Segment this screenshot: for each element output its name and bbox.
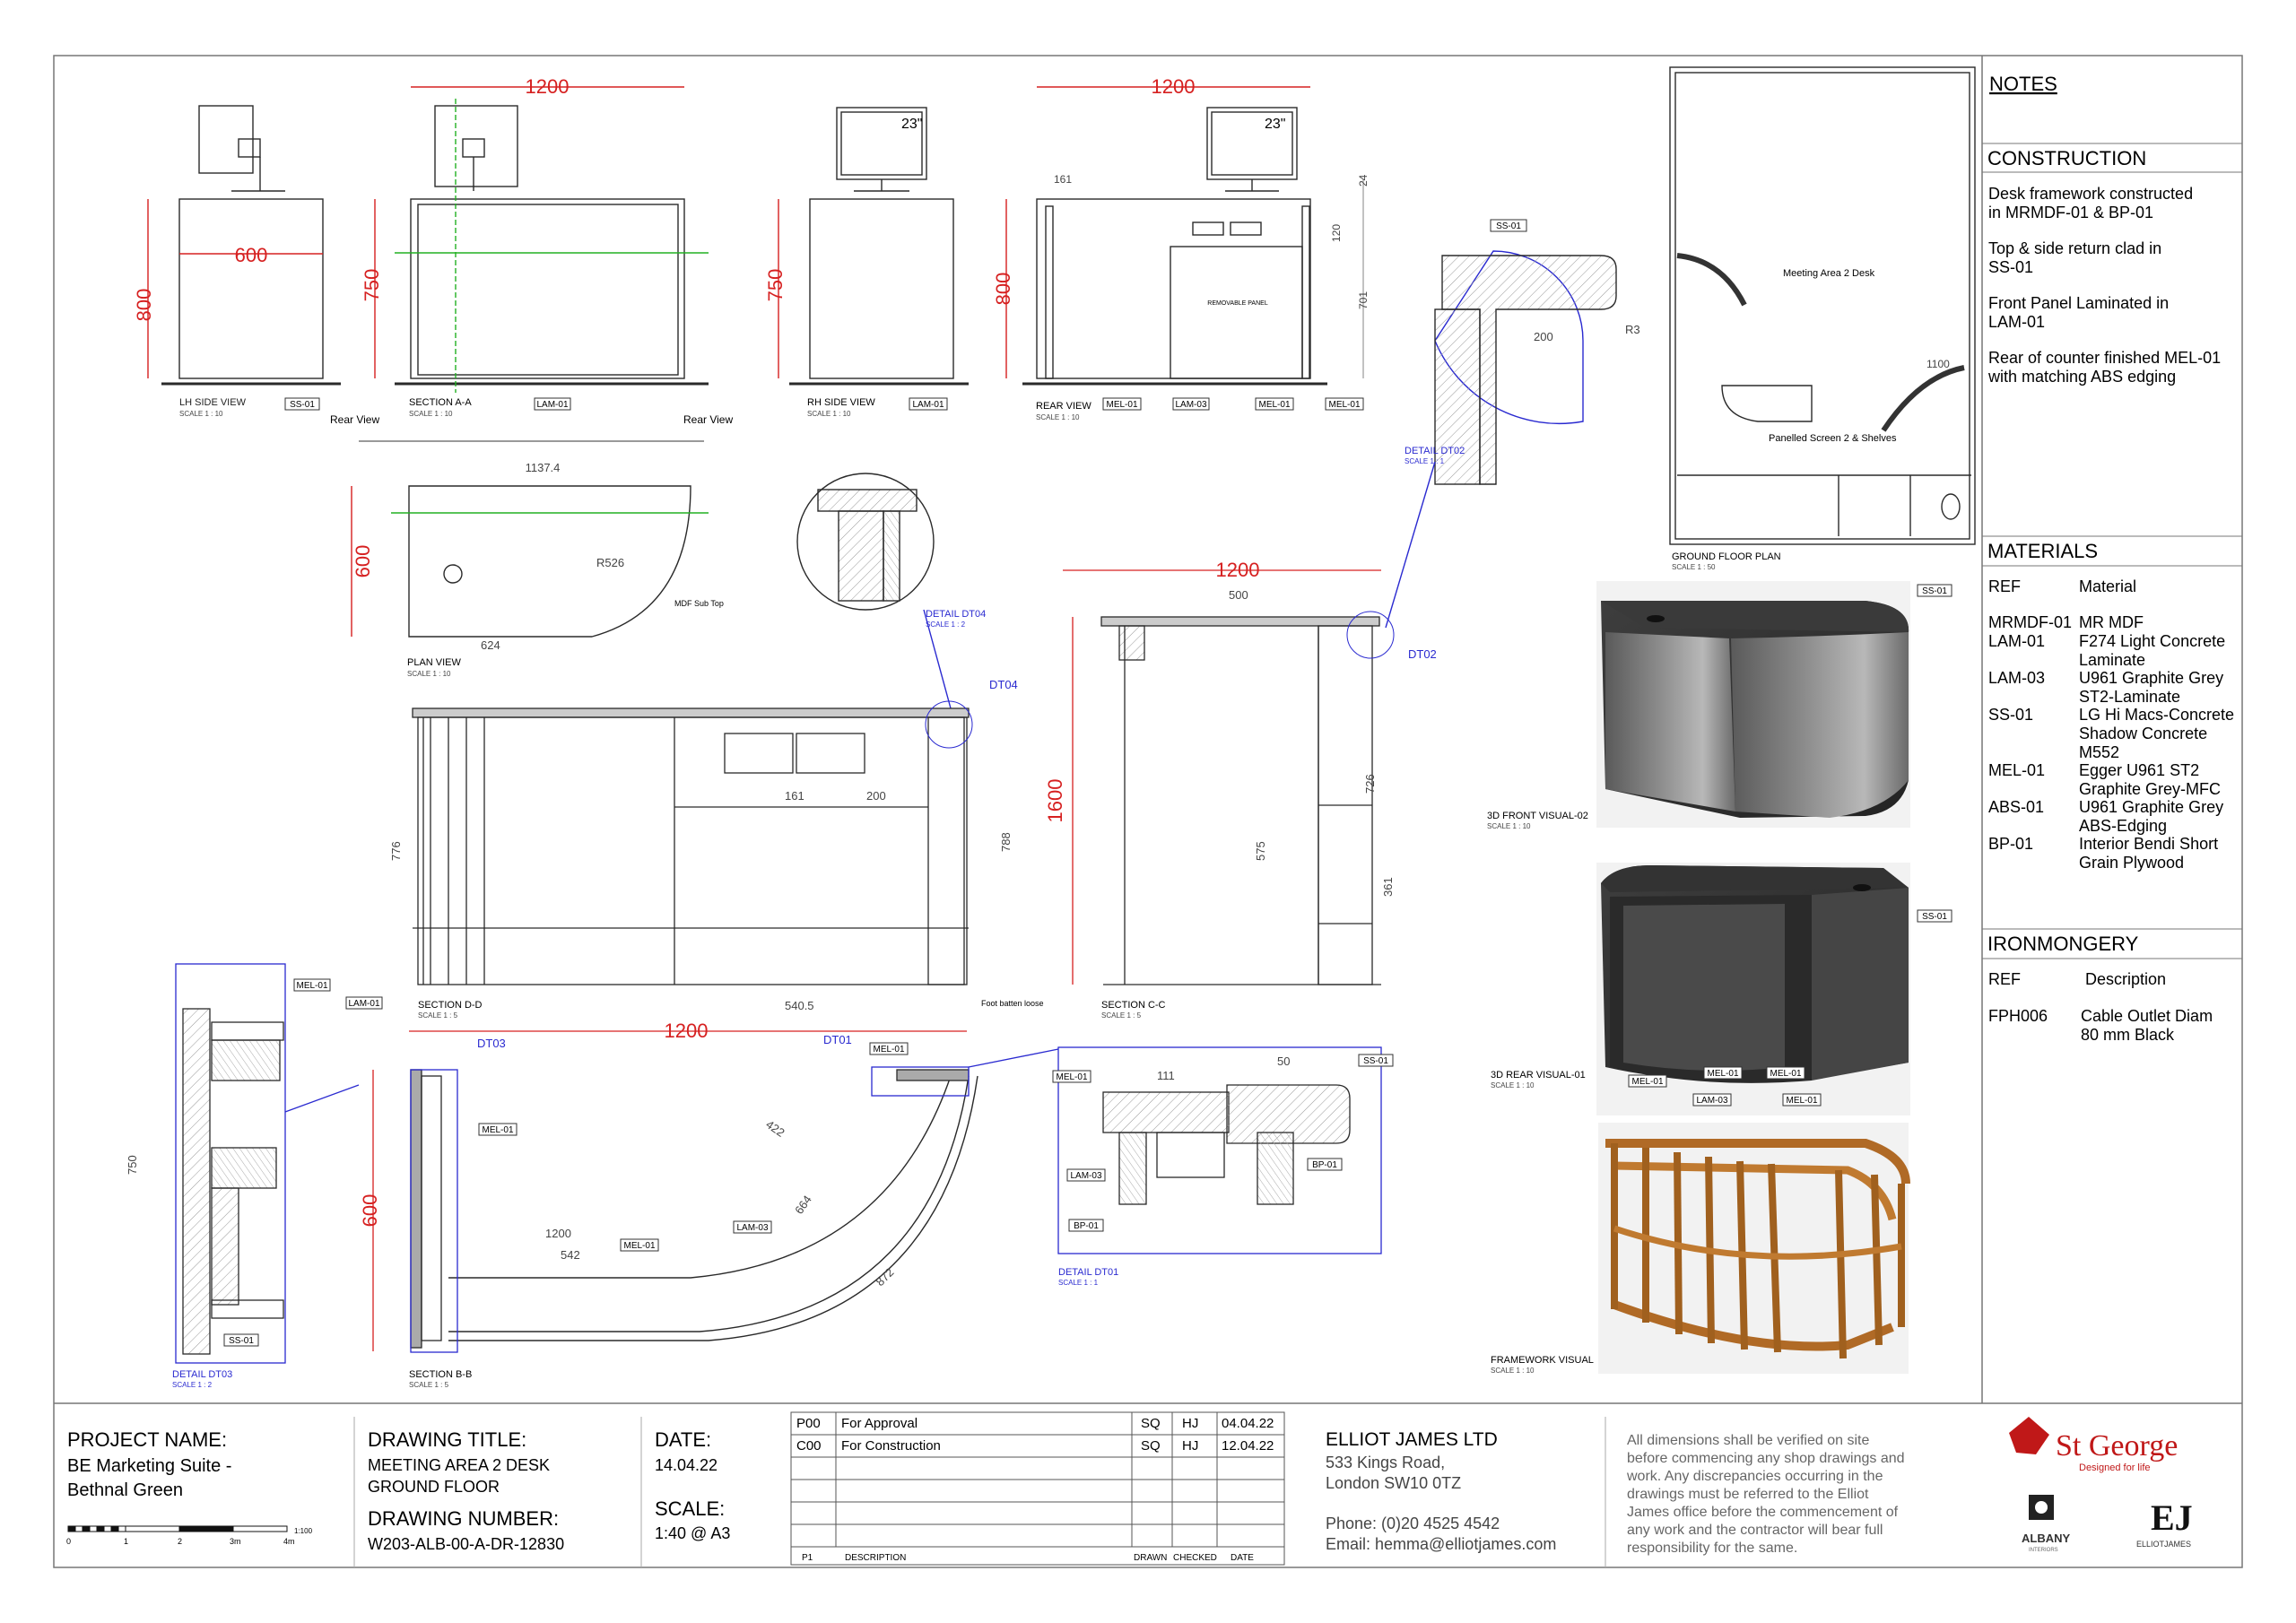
mat-desc-2a: F274 Light Concrete [2079,632,2226,650]
iron-desc-1b: 80 mm Black [2081,1026,2175,1044]
rev-footer-checked: CHECKED [1173,1553,1217,1563]
rear-tag-3: MEL-01 [1258,400,1291,410]
dd-dim-161: 161 [785,789,804,803]
bb-dim-1200b: 1200 [545,1227,571,1240]
gf-label-meeting: Meeting Area 2 Desk [1783,268,1875,279]
mat-desc-4c: M552 [2079,743,2120,761]
dt03-tag-ss: SS-01 [229,1336,254,1346]
gf-dim-1100: 1100 [1926,358,1950,370]
scale-label: SCALE: [655,1497,726,1520]
bb-dim-872: 872 [873,1265,897,1289]
bb-tag-4: MEL-01 [623,1241,656,1251]
bb-tag-3: LAM-03 [736,1223,769,1233]
construction-line-2: in MRMDF-01 & BP-01 [1988,204,2154,221]
bb-tag-2: MEL-01 [873,1045,905,1055]
rear-visual-scale: SCALE 1 : 10 [1491,1081,1535,1089]
dt03-title: DETAIL DT03 [172,1369,233,1380]
rear-visual-tag-1: MEL-01 [1631,1077,1664,1087]
rear-dim-120: 120 [1330,223,1343,242]
dt03-dim-750: 750 [126,1155,139,1175]
drawing-number: W203-ALB-00-A-DR-12830 [368,1535,565,1553]
bb-dim-542: 542 [561,1248,580,1262]
mat-desc-4a: LG Hi Macs-Concrete [2079,706,2235,724]
gf-label-screen: Panelled Screen 2 & Shelves [1769,433,1897,444]
mat-desc-7b: Grain Plywood [2079,854,2185,872]
dt01-tag-2: SS-01 [1363,1056,1388,1066]
dt03-scale: SCALE 1 : 2 [172,1381,213,1389]
title-block [66,1412,2193,1567]
scale-value: 1:40 @ A3 [655,1524,731,1542]
detail-dt01 [1058,1047,1381,1254]
disclaimer-line-2: before commencing any shop drawings and [1627,1451,1905,1466]
rear-visual-tag-4: LAM-03 [1696,1096,1728,1106]
ej-logo-text: EJ [2151,1497,2193,1538]
detail-dt03 [176,964,359,1363]
iron-desc-1a: Cable Outlet Diam [2081,1007,2213,1025]
rear-view-label-left: Rear View [330,413,380,426]
cc-dim-1600: 1600 [1044,778,1066,823]
date-value: 14.04.22 [655,1456,718,1474]
construction-line-10: Rear of counter finished MEL-01 [1988,349,2222,367]
front-visual-tag: SS-01 [1922,586,1947,596]
plan-scale: SCALE 1 : 10 [407,670,451,678]
rev-footer-date: DATE [1231,1553,1254,1563]
lh-side-scale: SCALE 1 : 10 [179,410,223,418]
mat-desc-7a: Interior Bendi Short [2079,835,2219,853]
rev-1-drawn: SQ [1141,1416,1161,1431]
section-aa-title: SECTION A-A [409,397,472,408]
rh-side-view [778,108,969,384]
dd-tag: LAM-01 [348,999,380,1009]
plan-dim-600: 600 [352,544,374,578]
detail-dt02 [1386,251,1616,628]
dt04-title: DETAIL DT04 [926,609,987,620]
mat-ref-4: SS-01 [1988,706,2034,724]
scale-bar-1: 1 [124,1537,129,1546]
rear-visual-tag-3: MEL-01 [1770,1069,1802,1079]
disclaimer-line-3: work. Any discrepancies occurring in the [1627,1469,1883,1484]
company-name: ELLIOT JAMES LTD [1326,1429,1498,1450]
revision-table [791,1412,1284,1565]
mat-ref-7: BP-01 [1988,835,2034,853]
construction-line-4: Top & side return clad in [1988,239,2162,257]
project-line-1: BE Marketing Suite - [67,1456,232,1476]
rh-side-monitor-size: 23" [901,117,923,132]
rear-visual-tag-5: MEL-01 [1786,1096,1818,1106]
rear-monitor-size: 23" [1265,117,1286,132]
dt02-callout: DT02 [1408,647,1437,661]
materials-heading: MATERIALS [1987,540,2099,562]
front-visual-scale: SCALE 1 : 10 [1487,822,1531,830]
dd-dim-788: 788 [999,832,1013,852]
rev-2-code: C00 [796,1438,822,1454]
section-cc [1063,570,1381,985]
rear-scale: SCALE 1 : 10 [1036,413,1080,421]
albany-logo [2022,1495,2070,1553]
dd-scale: SCALE 1 : 5 [418,1011,458,1020]
notes-panel [1982,73,2242,1044]
rev-1-date: 04.04.22 [1222,1416,1274,1431]
construction-line-5: SS-01 [1988,258,2034,276]
rear-removable-panel: REMOVABLE PANEL [1207,300,1268,307]
drawing-title-line-2: GROUND FLOOR [368,1478,500,1496]
rear-tags [1103,398,1363,410]
construction-line-11: with matching ABS edging [1988,368,2177,386]
section-bb [373,1031,1058,1352]
framework-visual-scale: SCALE 1 : 10 [1491,1367,1535,1375]
albany-logo-sub: INTERIORS [2029,1548,2058,1553]
disclaimer-line-7: responsibility for the same. [1627,1541,1798,1556]
framework-visual-render [1598,1123,1909,1374]
disclaimer-line-5: James office before the commencement of [1627,1505,1899,1520]
dt01-title: DETAIL DT01 [1058,1267,1119,1278]
section-dd [413,708,969,985]
rear-view [1006,87,1363,384]
cc-dim-361: 361 [1381,877,1395,897]
lh-side-title: LH SIDE VIEW [179,397,246,408]
dt01-tag-1: MEL-01 [1056,1072,1088,1082]
dt01-tag-4: BP-01 [1074,1221,1099,1231]
rear-visual-tag-2: MEL-01 [1707,1069,1739,1079]
framework-visual-title: FRAMEWORK VISUAL [1491,1355,1594,1366]
bb-scale: SCALE 1 : 5 [409,1381,449,1389]
dt02-scale: SCALE 1 : 1 [1405,457,1445,465]
dd-note: Foot batten loose [981,999,1044,1008]
dt03-tag-mel: MEL-01 [296,981,328,991]
bb-callout-dt03: DT03 [477,1037,506,1050]
front-visual-render [1596,581,1910,828]
bb-dim-664: 664 [792,1193,814,1217]
gf-title: GROUND FLOOR PLAN [1672,551,1781,562]
rev-1-code: P00 [796,1416,821,1431]
mat-desc-6b: ABS-Edging [2079,817,2168,835]
rev-2-drawn: SQ [1141,1438,1161,1454]
dt01-dim-111: 111 [1157,1069,1175,1082]
rear-tag-4: MEL-01 [1328,400,1361,410]
ironmongery-heading: IRONMONGERY [1987,933,2139,955]
rh-side-tag: LAM-01 [912,400,944,410]
scale-bar-4: 4m [283,1537,295,1546]
lh-side-dim-800: 800 [133,288,155,322]
dt02-dim-200: 200 [1534,330,1553,343]
bb-dim-422: 422 [763,1117,787,1140]
rev-2-desc: For Construction [841,1438,941,1454]
drawing-title-label: DRAWING TITLE: [368,1428,527,1451]
plan-dim-624: 624 [481,638,500,652]
disclaimer-line-4: drawings must be referred to the Elliot [1627,1487,1869,1502]
construction-line-7: Front Panel Laminated in [1988,294,2170,312]
mat-desc-5b: Graphite Grey-MFC [2079,780,2222,798]
rear-view-label-right: Rear View [683,413,734,426]
scale-bar-0: 0 [66,1537,72,1546]
disclaimer-line-6: any work and the contractor will bear full [1627,1523,1883,1538]
mat-ref-6: ABS-01 [1988,798,2045,816]
construction-heading: CONSTRUCTION [1987,147,2147,169]
dt01-tag-5: BP-01 [1312,1160,1337,1170]
rh-side-dim-750: 750 [764,268,787,302]
rev-footer-drawn: DRAWN [1134,1553,1168,1563]
project-line-2: Bethnal Green [67,1480,183,1500]
dt02-dim-r3: R3 [1625,323,1640,336]
iron-ref-1: FPH006 [1988,1007,2048,1025]
rear-dim-1200: 1200 [1151,75,1196,98]
rear-dim-701: 701 [1357,291,1370,309]
plan-title: PLAN VIEW [407,657,461,668]
mat-desc-3b: ST2-Laminate [2079,688,2181,706]
dt04-scale: SCALE 1 : 2 [926,621,966,629]
bb-dim-600: 600 [359,1193,381,1228]
address-line-2: London SW10 0TZ [1326,1474,1462,1492]
mat-ref-5: MEL-01 [1988,761,2046,779]
mat-desc-5a: Egger U961 ST2 [2079,761,2200,779]
rev-1-checked: HJ [1182,1416,1199,1431]
dd-dim-200: 200 [866,789,886,803]
bb-callout-dt01: DT01 [823,1033,852,1046]
mat-ref-2: LAM-01 [1988,632,2046,650]
plan-dim-1137: 1137.4 [525,461,561,474]
plan-view [352,486,709,637]
dt02-tag: SS-01 [1496,221,1521,231]
address-line-1: 533 Kings Road, [1326,1454,1446,1471]
bb-dim-1200: 1200 [664,1020,709,1042]
dd-dim-776: 776 [389,841,403,861]
rear-title: REAR VIEW [1036,401,1091,412]
plan-note: MDF Sub Top [674,599,724,608]
dt02-title: DETAIL DT02 [1405,446,1465,456]
section-aa-dim-1200: 1200 [525,75,570,98]
rear-tag-2: LAM-03 [1175,400,1207,410]
rear-visual-tag-ss: SS-01 [1922,912,1947,922]
dd-title: SECTION D-D [418,1000,483,1011]
rh-side-scale: SCALE 1 : 10 [807,410,851,418]
cc-dim-575: 575 [1254,841,1267,861]
st-george-logo [2009,1417,2178,1473]
materials-col-material: Material [2079,577,2137,595]
iron-col-desc: Description [2085,970,2167,988]
dt01-tag-3: LAM-03 [1070,1171,1102,1181]
mat-ref-1: MRMDF-01 [1988,613,2072,631]
scale-bar-ratio: 1:100 [294,1527,313,1535]
cc-scale: SCALE 1 : 5 [1101,1011,1142,1020]
scale-bar [68,1526,287,1532]
rev-2-checked: HJ [1182,1438,1199,1454]
st-george-logo-tag: Designed for life [2079,1462,2151,1473]
rear-tag-1: MEL-01 [1106,400,1138,410]
section-aa-scale: SCALE 1 : 10 [409,410,453,418]
albany-logo-text: ALBANY [2022,1532,2071,1545]
dd-dim-540: 540.5 [785,999,814,1012]
drawing-title-line-1: MEETING AREA 2 DESK [368,1456,551,1474]
ej-logo-sub: ELLIOTJAMES [2136,1540,2192,1549]
lh-side-tag: SS-01 [290,400,315,410]
detail-dt04 [797,473,951,708]
mat-desc-4b: Shadow Concrete [2079,725,2208,742]
front-visual-title: 3D FRONT VISUAL-02 [1487,811,1588,821]
rh-side-title: RH SIDE VIEW [807,397,875,408]
rear-dim-800: 800 [992,272,1014,306]
rev-1-desc: For Approval [841,1416,918,1431]
ej-logo [2136,1497,2193,1549]
iron-col-ref: REF [1988,970,2021,988]
lh-side-dim-600: 600 [234,244,268,266]
dt01-dim-50: 50 [1277,1055,1291,1068]
rev-footer-code: P1 [802,1553,813,1563]
construction-line-1: Desk framework constructed [1988,185,2194,203]
st-george-logo-text: St George [2056,1429,2179,1462]
cc-dim-726: 726 [1363,774,1377,794]
scale-bar-3: 3m [230,1537,241,1546]
rear-dim-161: 161 [1054,173,1073,186]
construction-line-8: LAM-01 [1988,313,2046,331]
mat-desc-1a: MR MDF [2079,613,2144,631]
drawing-number-label: DRAWING NUMBER: [368,1507,560,1530]
section-aa-dim-750: 750 [361,268,383,302]
section-aa-view [375,87,709,393]
project-label: PROJECT NAME: [67,1428,228,1451]
cc-dim-1200: 1200 [1215,559,1260,581]
disclaimer-line-1: All dimensions shall be verified on site [1627,1433,1870,1448]
phone: Phone: (0)20 4525 4542 [1326,1515,1500,1532]
notes-heading: NOTES [1989,73,2057,95]
rear-visual-title: 3D REAR VISUAL-01 [1491,1070,1586,1081]
scale-bar-2: 2 [178,1537,183,1546]
gf-scale: SCALE 1 : 50 [1672,563,1716,571]
dt01-scale: SCALE 1 : 1 [1058,1279,1099,1287]
bb-title: SECTION B-B [409,1369,473,1380]
rev-footer-desc: DESCRIPTION [845,1553,907,1563]
rear-dim-24: 24 [1357,174,1370,187]
email: Email: hemma@elliotjames.com [1326,1535,1557,1553]
cc-title: SECTION C-C [1101,1000,1166,1011]
cc-dim-500: 500 [1229,588,1248,602]
mat-desc-6a: U961 Graphite Grey [2079,798,2224,816]
section-aa-tag: LAM-01 [536,400,569,410]
bb-tag-1: MEL-01 [482,1125,514,1135]
rev-2-date: 12.04.22 [1222,1438,1274,1454]
ground-floor-plan [1670,67,1975,544]
date-label: DATE: [655,1428,712,1451]
mat-desc-3a: U961 Graphite Grey [2079,669,2224,687]
plan-dim-r526: R526 [596,556,625,569]
mat-desc-2b: Laminate [2079,651,2146,669]
mat-ref-3: LAM-03 [1988,669,2046,687]
dt04-callout: DT04 [989,678,1018,691]
bb-tags [479,1043,908,1251]
materials-col-ref: REF [1988,577,2021,595]
